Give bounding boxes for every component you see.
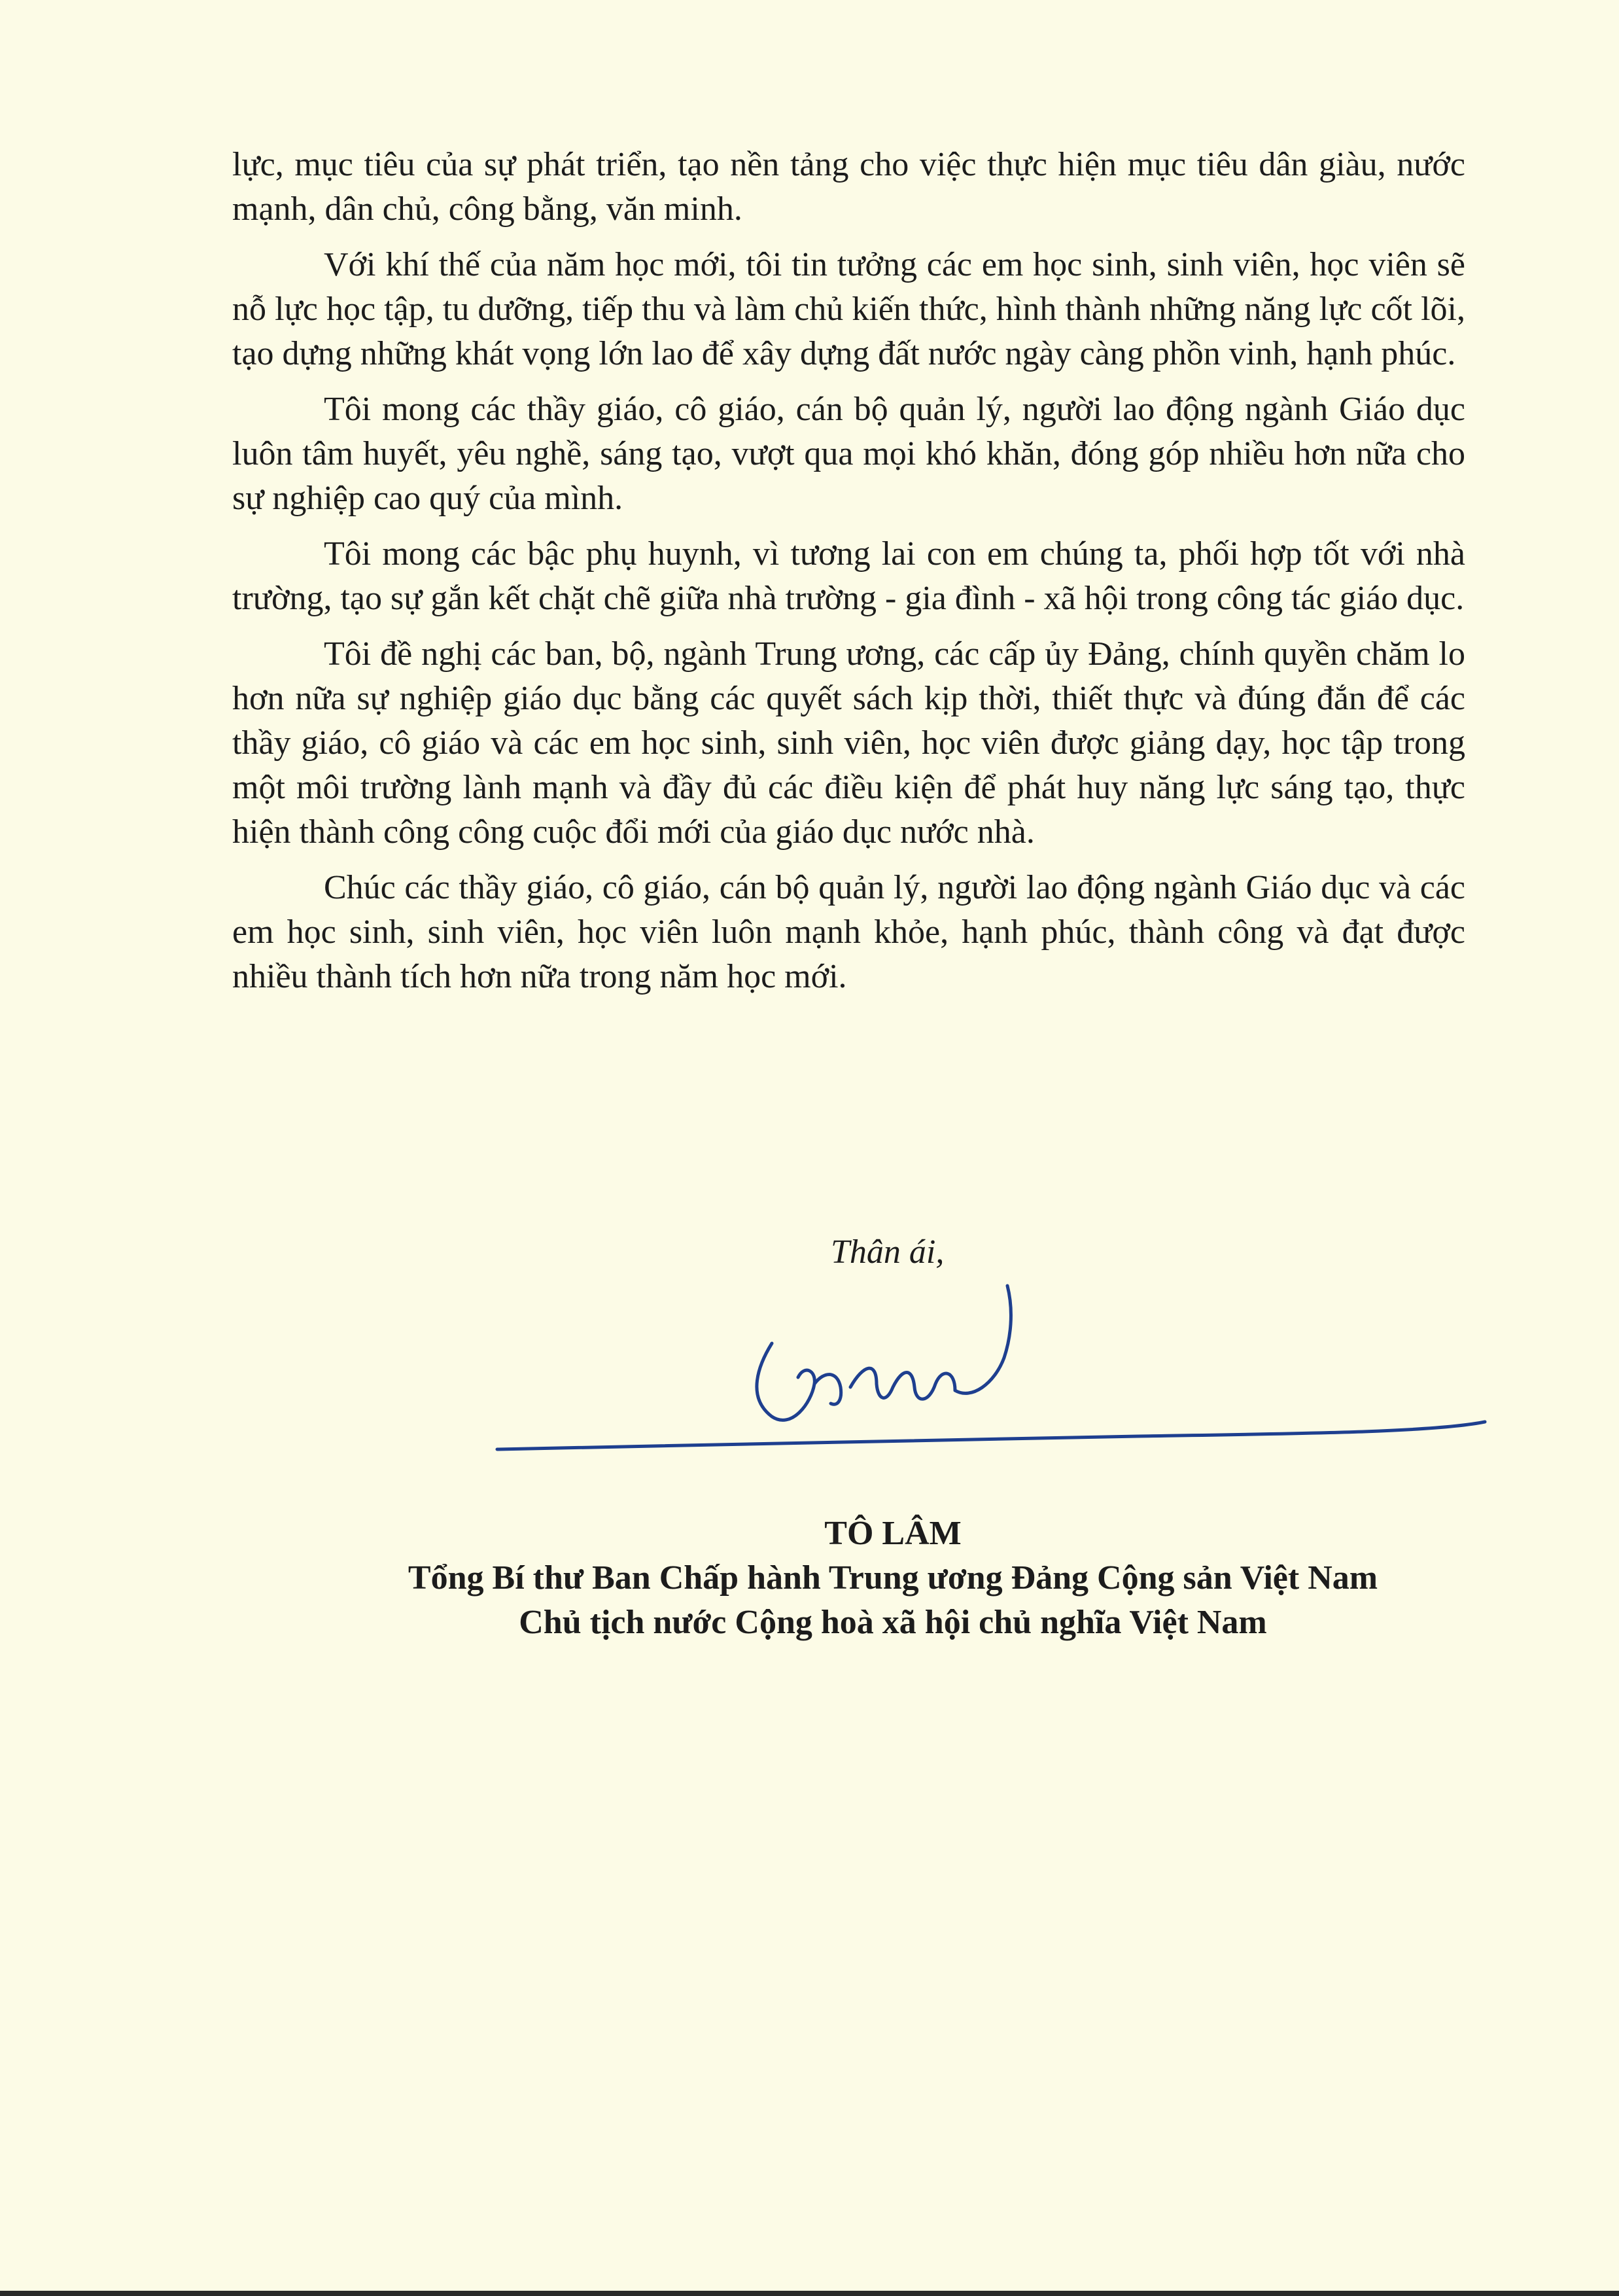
signer-title-1: Tổng Bí thư Ban Chấp hành Trung ương Đảng Cộng sản Việt Nam: [408, 1559, 1378, 1597]
signer-name: TÔ LÂM: [824, 1515, 962, 1552]
paragraph-2: Với khí thế của năm học mới, tôi tin tưởng các em học sinh, sinh viên, học viên sẽ nỗ lực học tập, tu dưỡng, tiếp thu và làm chủ kiến thức, hình thành những năng lực cốt lõi, tạo dựng những khát vọng lớn lao để xây dựng đất nước ngày càng phồn vinh, hạnh phúc.: [232, 246, 1465, 372]
page-bottom-edge: [0, 2291, 1619, 2296]
signer-block: [281, 1511, 1505, 1645]
closing-salutation: Thân ái,: [831, 1233, 945, 1271]
letter-body: [232, 143, 1465, 1010]
handwritten-signature-icon: [484, 1273, 1505, 1462]
paragraph-4: Tôi mong các bậc phụ huynh, vì tương lai con em chúng ta, phối hợp tốt với nhà trường, tạo sự gắn kết chặt chẽ giữa nhà trường - gia đình - xã hội trong công tác giáo dục.: [232, 535, 1465, 617]
paragraph-3: Tôi mong các thầy giáo, cô giáo, cán bộ quản lý, người lao động ngành Giáo dục luôn tâm huyết, yêu nghề, sáng tạo, vượt qua mọi khó khăn, đóng góp nhiều hơn nữa cho sự nghiệp cao quý của mình.: [232, 391, 1465, 517]
paragraph-6: Chúc các thầy giáo, cô giáo, cán bộ quản lý, người lao động ngành Giáo dục và các em học sinh, sinh viên, học viên luôn mạnh khỏe, hạnh phúc, thành công và đạt được nhiều thành tích hơn nữa trong năm học mới.: [232, 869, 1465, 995]
paragraph-1: lực, mục tiêu của sự phát triển, tạo nền tảng cho việc thực hiện mục tiêu dân giàu, nước mạnh, dân chủ, công bằng, văn minh.: [232, 146, 1465, 228]
paragraph-5: Tôi đề nghị các ban, bộ, ngành Trung ương, các cấp ủy Đảng, chính quyền chăm lo hơn nữa sự nghiệp giáo dục bằng các quyết sách kịp thời, thiết thực và đúng đắn để các thầy giáo, cô giáo và các em học sinh, sinh viên, học viên được giảng dạy, học tập trong một môi trường lành mạnh và đầy đủ các điều kiện để phát huy năng lực sáng tạo, thực hiện thành công công cuộc đổi mới của giáo dục nước nhà.: [232, 635, 1465, 851]
signer-title-2: Chủ tịch nước Cộng hoà xã hội chủ nghĩa Việt Nam: [519, 1604, 1267, 1641]
